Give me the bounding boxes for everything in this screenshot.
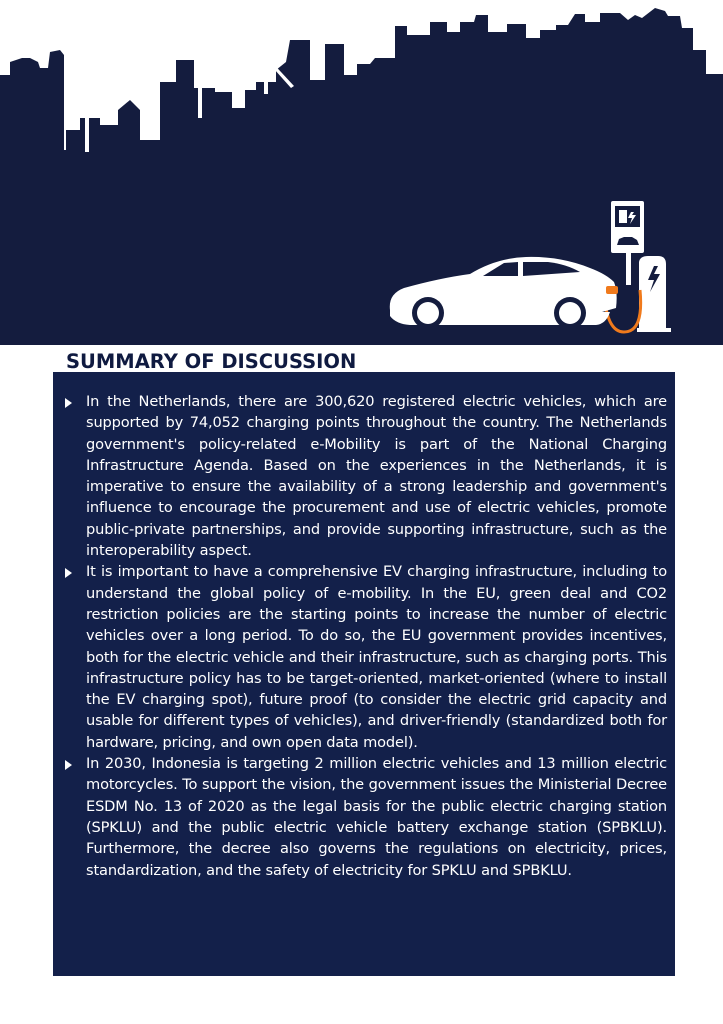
list-item-text: In the Netherlands, there are 300,620 registered electric vehicles, which are supported by 74,052 charging points throughout the country. The Netherlands government's policy-related e-Mobility is part of the National Charging Infrastructure Agenda. Based on the experiences in the Netherlands, it is imperative to ensure the availability of a strong leadership and government's influence to encourage the procurement and use of electric vehicles, promote public-private partnerships, and provide supporting infrastructure, such as the interoperability aspect. — [86, 393, 667, 560]
list-item-text: It is important to have a comprehensive EV charging infrastructure, including to understand the global policy of e-mobility. In the EU, green deal and CO2 restriction policies are the starting points to increase the number of electric vehicles over a long period. To do so, the EU government provides incentives, both for the electric vehicle and their infrastructure, such as charging ports. This infrastructure policy has to be target-oriented, market-oriented (where to install the EV charging spot), future proof (to consider the electric grid capacity and usable for different types of vehicles), and driver-friendly (standardized both for hardware, pricing, and own open data model). — [86, 563, 667, 751]
summary-list — [65, 391, 667, 881]
list-item — [65, 753, 667, 881]
hero-illustration — [0, 0, 723, 345]
triangle-bullet-icon — [65, 760, 72, 770]
triangle-bullet-icon — [65, 398, 72, 408]
triangle-bullet-icon — [65, 568, 72, 578]
list-item — [65, 391, 667, 561]
page-title: SUMMARY OF DISCUSSION — [66, 350, 357, 371]
list-item-text: In 2030, Indonesia is targeting 2 million electric vehicles and 13 million electric motorcycles. To support the vision, the government issues the Ministerial Decree ESDM No. 13 of 2020 as the legal basis for the public electric charging station (SPKLU) and the public electric vehicle battery exchange station (SPBKLU). Furthermore, the decree also governs the regulations on electricity, prices, standardization, and the safety of electricity for SPKLU and SPBKLU. — [86, 755, 667, 879]
summary-panel — [53, 372, 675, 976]
list-item — [65, 561, 667, 753]
